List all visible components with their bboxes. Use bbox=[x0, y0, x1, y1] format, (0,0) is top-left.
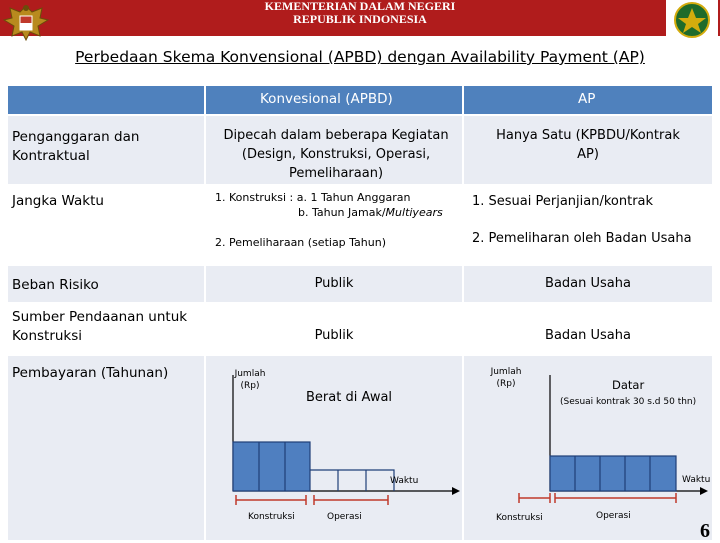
cell-ap-sumber: Badan Usaha bbox=[545, 328, 631, 343]
apbd-construction-block bbox=[233, 442, 310, 491]
cell-apbd-jangka-jamak-text: b. Tahun Jamak/ bbox=[298, 206, 386, 219]
ap-x-axis-arrow bbox=[700, 487, 708, 495]
cell-apbd-jangka-konstruksi: 1. Konstruksi : a. 1 Tahun Anggaran bbox=[215, 191, 411, 204]
ap-flat-payment-block bbox=[550, 456, 676, 491]
ap-construction-bracket bbox=[519, 493, 550, 503]
ap-chart-note: (Sesuai kontrak 30 s.d 50 thn) bbox=[560, 397, 697, 407]
row-label-sumber-pendanaan: Sumber Pendaanan untuk Konstruksi bbox=[12, 309, 188, 344]
table-header-ap-label: AP bbox=[578, 91, 596, 107]
table-header-apbd-label: Konvesional (APBD) bbox=[260, 91, 393, 107]
apbd-chart-annotation: Berat di Awal bbox=[306, 390, 393, 405]
cell-apbd-jangka-pemeliharaan: 2. Pemeliharaan (setiap Tahun) bbox=[215, 236, 387, 249]
row-label-pembayaran: Pembayaran (Tahunan) bbox=[12, 365, 169, 381]
ministry-name: KEMENTERIAN DALAM NEGERI bbox=[264, 0, 456, 13]
apbd-operation-bracket bbox=[314, 495, 388, 505]
ap-payment-chart bbox=[519, 375, 711, 503]
cell-ap-jangka-2: 2. Pemeliharan oleh Badan Usaha bbox=[472, 231, 692, 246]
cell-ap-risiko: Badan Usaha bbox=[545, 276, 631, 291]
country-name: REPUBLIK INDONESIA bbox=[293, 12, 427, 26]
apbd-phase-konstruksi: Konstruksi bbox=[248, 512, 295, 522]
cell-ap-penganggaran: Hanya Satu (KPBDU/Kontrak AP) bbox=[496, 128, 680, 162]
row-label-penganggaran: Penganggaran dan Kontraktual bbox=[12, 129, 140, 164]
apbd-construction-bracket bbox=[236, 495, 306, 505]
apbd-operation-line bbox=[310, 470, 394, 491]
apbd-chart-ylabel: Jumlah (Rp) bbox=[234, 369, 266, 391]
apbd-chart-xlabel: Waktu bbox=[390, 476, 419, 486]
ap-chart-xlabel: Waktu bbox=[682, 475, 711, 485]
apbd-phase-operasi: Operasi bbox=[327, 512, 362, 522]
cell-apbd-sumber: Publik bbox=[314, 328, 354, 343]
ap-chart-ylabel: Jumlah (Rp) bbox=[490, 367, 522, 389]
cell-apbd-penganggaran: Dipecah dalam beberapa Kegiatan (Design, Konstruksi, Operasi, Pemeliharaan) bbox=[223, 128, 449, 181]
cell-ap-jangka-1: 1. Sesuai Perjanjian/kontrak bbox=[472, 194, 654, 209]
ap-operation-bracket bbox=[555, 493, 676, 503]
page-number: 6 bbox=[700, 520, 710, 542]
ap-phase-konstruksi: Konstruksi bbox=[496, 513, 543, 523]
ap-chart-annotation: Datar bbox=[612, 378, 645, 392]
row-label-jangka-waktu: Jangka Waktu bbox=[12, 193, 104, 209]
row-label-beban-risiko: Beban Risiko bbox=[12, 277, 99, 293]
apbd-x-axis-arrow bbox=[452, 487, 460, 495]
cell-apbd-jangka-multiyears: Multiyears bbox=[385, 206, 443, 219]
cell-apbd-risiko: Publik bbox=[314, 276, 354, 291]
page-title: Perbedaan Skema Konvensional (APBD) dengan Availability Payment (AP) bbox=[75, 48, 645, 66]
ap-phase-operasi: Operasi bbox=[596, 511, 631, 521]
